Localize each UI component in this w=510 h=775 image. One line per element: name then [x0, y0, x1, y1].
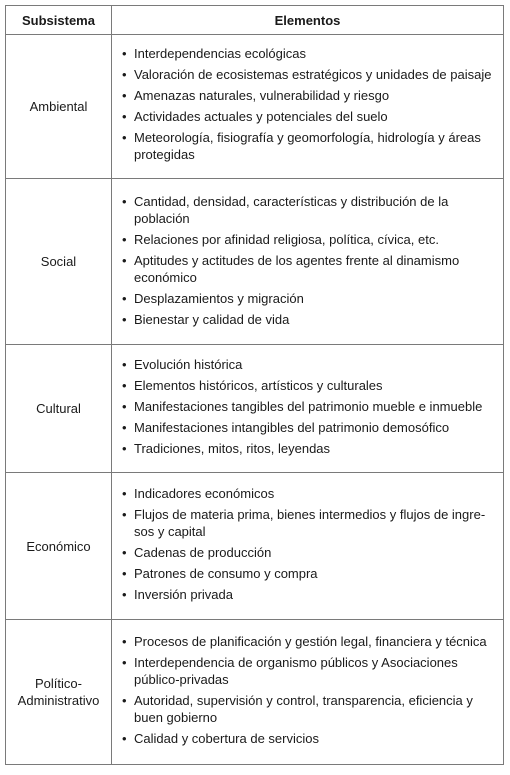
list-item [122, 544, 497, 561]
elements-list [112, 179, 503, 328]
elements-cell [112, 473, 504, 620]
list-item [122, 290, 497, 307]
bullet-icon: • [122, 566, 127, 581]
element-text: Indicadores económicos [134, 486, 275, 501]
element-text: Desplazamientos y migración [134, 291, 304, 306]
element-text: Evolución histórica [134, 357, 243, 372]
subsystem-name: Social [6, 179, 112, 345]
elements-list [112, 35, 503, 163]
elements-cell [112, 35, 504, 179]
list-item [122, 485, 497, 502]
bullet-icon: • [122, 655, 127, 670]
list-item [122, 66, 497, 83]
element-text: Actividades actuales y potenciales del suelo [134, 109, 388, 124]
element-text: Flujos de materia prima, bienes intermedios y flujos de ingre-sos y capital [134, 507, 486, 539]
element-text: Valoración de ecosistemas estratégicos y unidades de paisaje [134, 67, 492, 82]
list-item [122, 108, 497, 125]
table-row [6, 179, 504, 345]
element-text: Meteorología, fisiografía y geomorfología, hidrología y áreas protegidas [134, 130, 481, 162]
bullet-icon: • [122, 693, 127, 708]
elements-list [112, 345, 503, 457]
list-item [122, 129, 497, 163]
element-text: Inversión privada [134, 587, 233, 602]
element-text: Procesos de planificación y gestión legal, financiera y técnica [134, 634, 487, 649]
element-text: Bienestar y calidad de vida [134, 312, 290, 327]
list-item [122, 440, 497, 457]
table-row [6, 345, 504, 473]
list-item [122, 586, 497, 603]
bullet-icon: • [122, 378, 127, 393]
bullet-icon: • [122, 291, 127, 306]
element-text: Manifestaciones intangibles del patrimonio demosófico [134, 420, 450, 435]
table-row [6, 620, 504, 765]
element-text: Cadenas de producción [134, 545, 272, 560]
list-item [122, 419, 497, 436]
bullet-icon: • [122, 545, 127, 560]
header-elementos: Elementos [112, 6, 504, 35]
header-subsistema: Subsistema [6, 6, 112, 35]
bullet-icon: • [122, 194, 127, 209]
list-item [122, 654, 497, 688]
subsystem-name: Ambiental [6, 35, 112, 179]
list-item [122, 87, 497, 104]
bullet-icon: • [122, 130, 127, 145]
element-text: Autoridad, supervisión y control, transparencia, eficiencia y buen gobierno [134, 693, 473, 725]
element-text: Aptitudes y actitudes de los agentes frente al dinamismo económico [134, 253, 460, 285]
bullet-icon: • [122, 731, 127, 746]
subsystems-table [5, 5, 504, 765]
bullet-icon: • [122, 357, 127, 372]
list-item [122, 633, 497, 650]
bullet-icon: • [122, 109, 127, 124]
element-text: Patrones de consumo y compra [134, 566, 318, 581]
bullet-icon: • [122, 399, 127, 414]
bullet-icon: • [122, 253, 127, 268]
subsystem-name: Económico [6, 473, 112, 620]
elements-list [112, 620, 503, 747]
bullet-icon: • [122, 507, 127, 522]
element-text: Interdependencia de organismo públicos y Asociaciones público-privadas [134, 655, 458, 687]
bullet-icon: • [122, 232, 127, 247]
element-text: Relaciones por afinidad religiosa, política, cívica, etc. [134, 232, 439, 247]
table-row [6, 473, 504, 620]
element-text: Cantidad, densidad, características y distribución de la población [134, 194, 449, 226]
bullet-icon: • [122, 486, 127, 501]
bullet-icon: • [122, 420, 127, 435]
list-item [122, 311, 497, 328]
list-item [122, 692, 497, 726]
list-item [122, 252, 497, 286]
elements-cell [112, 345, 504, 473]
bullet-icon: • [122, 441, 127, 456]
element-text: Interdependencias ecológicas [134, 46, 307, 61]
bullet-icon: • [122, 312, 127, 327]
elements-cell [112, 620, 504, 765]
list-item [122, 730, 497, 747]
table-row [6, 35, 504, 179]
list-item [122, 356, 497, 373]
list-item [122, 398, 497, 415]
list-item [122, 193, 497, 227]
element-text: Elementos históricos, artísticos y culturales [134, 378, 383, 393]
element-text: Calidad y cobertura de servicios [134, 731, 319, 746]
bullet-icon: • [122, 46, 127, 61]
elements-list [112, 473, 503, 603]
bullet-icon: • [122, 587, 127, 602]
table-header-row [6, 6, 504, 35]
bullet-icon: • [122, 67, 127, 82]
list-item [122, 565, 497, 582]
element-text: Tradiciones, mitos, ritos, leyendas [134, 441, 331, 456]
list-item [122, 231, 497, 248]
element-text: Manifestaciones tangibles del patrimonio mueble e inmueble [134, 399, 483, 414]
elements-cell [112, 179, 504, 345]
subsystem-name: Cultural [6, 345, 112, 473]
bullet-icon: • [122, 634, 127, 649]
subsystem-name: Político-Administrativo [6, 620, 112, 765]
element-text: Amenazas naturales, vulnerabilidad y riesgo [134, 88, 390, 103]
list-item [122, 506, 497, 540]
list-item [122, 377, 497, 394]
list-item [122, 45, 497, 62]
bullet-icon: • [122, 88, 127, 103]
